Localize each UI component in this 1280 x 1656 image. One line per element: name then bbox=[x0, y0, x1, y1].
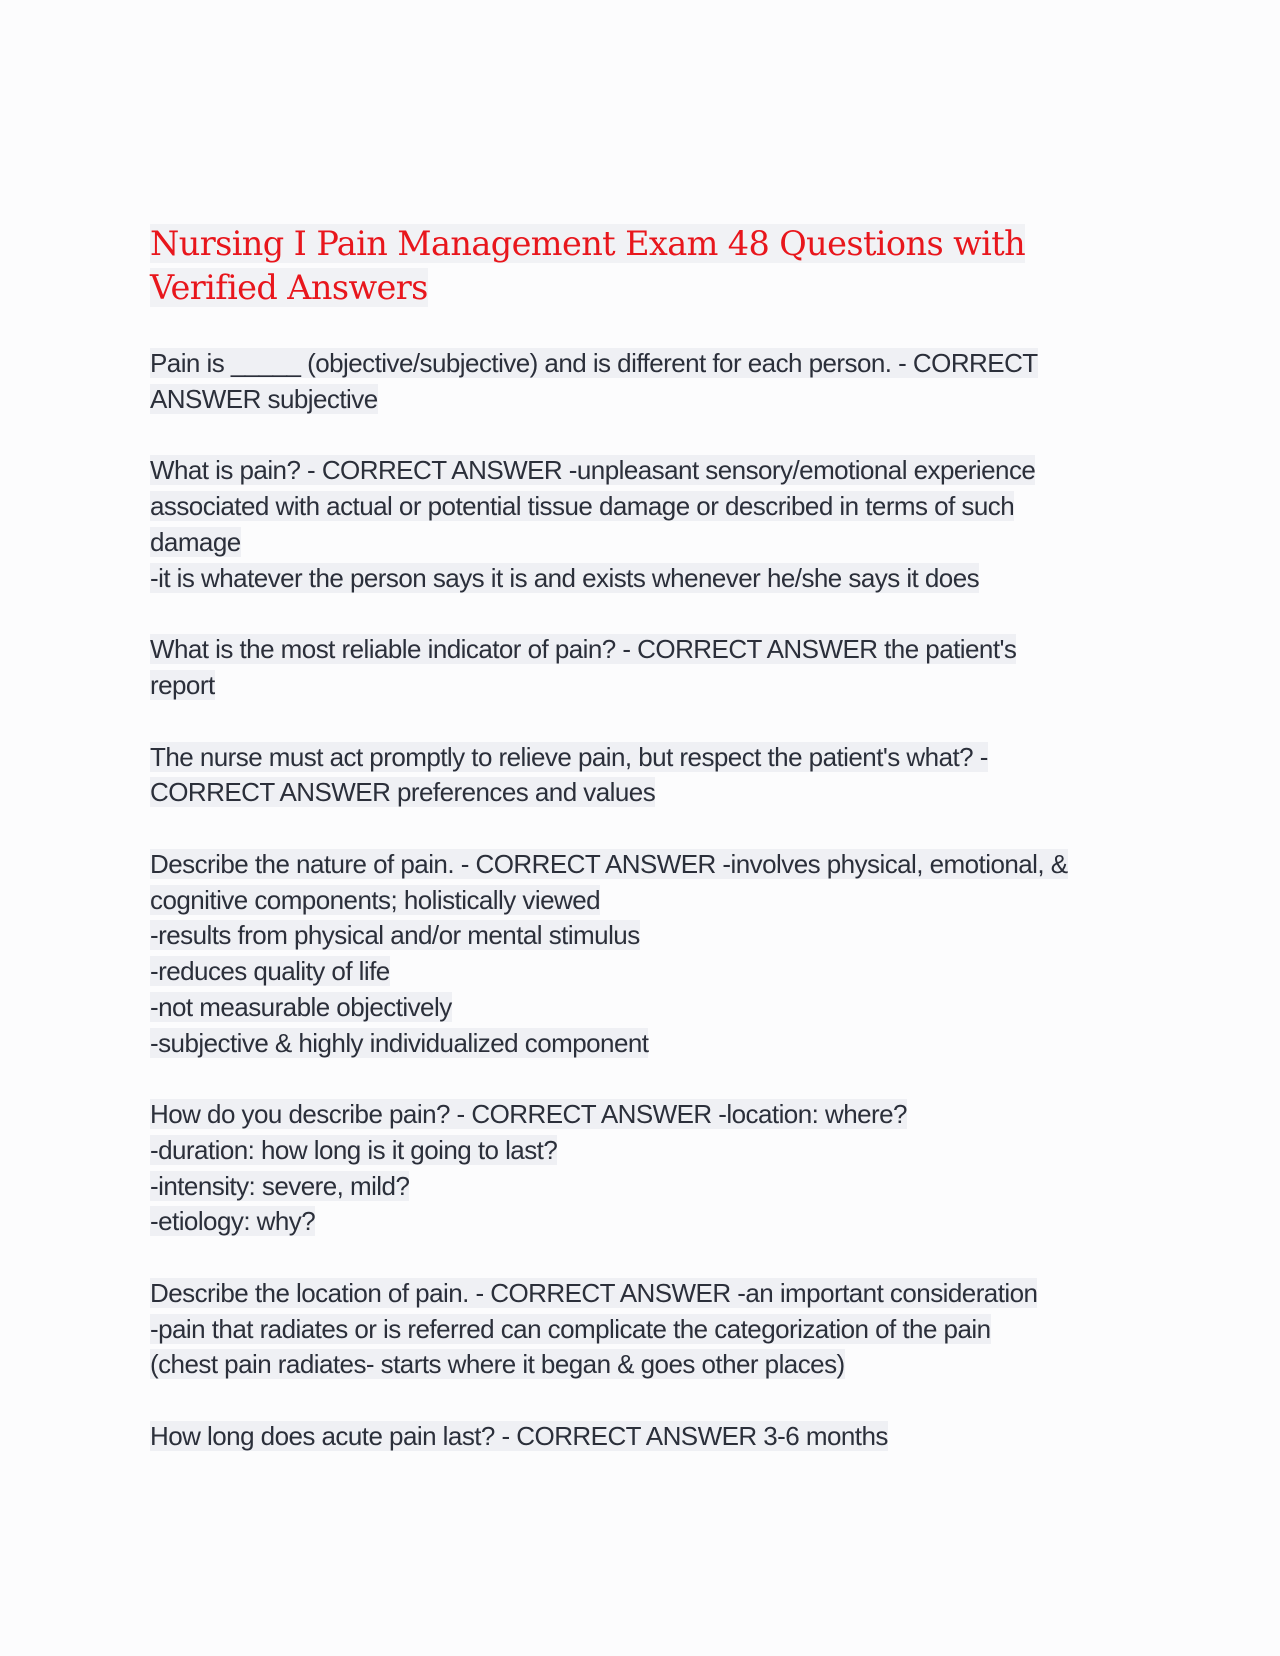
qa-entry bbox=[150, 1419, 1130, 1455]
qa-entry-text: Describe the nature of pain. - CORRECT ANSWER -involves physical, emotional, & cognitive components; holistically viewed -results from physical and/or mental stimulus -reduces quality of life -not measurable objectively -subjective & highly individualized component bbox=[150, 849, 1068, 1058]
qa-entry bbox=[150, 740, 1130, 811]
qa-entry-text: What is pain? - CORRECT ANSWER -unpleasant sensory/emotional experience associated with actual or potential tissue damage or described in terms of such damage -it is whatever the person says it is and exists whenever he/she says it does bbox=[150, 455, 1036, 593]
qa-entry bbox=[150, 346, 1130, 417]
qa-list bbox=[150, 346, 1130, 1455]
qa-entry bbox=[150, 847, 1130, 1061]
qa-entry-text: The nurse must act promptly to relieve pain, but respect the patient's what? - CORRECT ANSWER preferences and values bbox=[150, 741, 988, 808]
qa-entry bbox=[150, 632, 1130, 703]
qa-entry-text: How do you describe pain? - CORRECT ANSWER -location: where? -duration: how long is it going to last? -intensity: severe, mild? -etiology: why? bbox=[150, 1099, 907, 1237]
qa-entry bbox=[150, 1276, 1130, 1383]
qa-entry bbox=[150, 1097, 1130, 1240]
qa-entry bbox=[150, 453, 1130, 596]
document-content bbox=[150, 222, 1130, 1491]
qa-entry-text: Pain is _____ (objective/subjective) and is different for each person. - CORRECT ANSWER subjective bbox=[150, 348, 1038, 414]
document-title bbox=[150, 222, 1130, 310]
qa-entry-text: Describe the location of pain. - CORRECT ANSWER -an important consideration -pain that radiates or is referred can complicate the categorization of the pain (chest pain radiates- starts where it began & goes other places) bbox=[150, 1278, 1038, 1380]
document-title-text: Nursing I Pain Management Exam 48 Questions with Verified Answers bbox=[150, 224, 1026, 307]
qa-entry-text: What is the most reliable indicator of pain? - CORRECT ANSWER the patient's report bbox=[150, 634, 1017, 700]
qa-entry-text: How long does acute pain last? - CORRECT ANSWER 3-6 months bbox=[150, 1421, 888, 1452]
